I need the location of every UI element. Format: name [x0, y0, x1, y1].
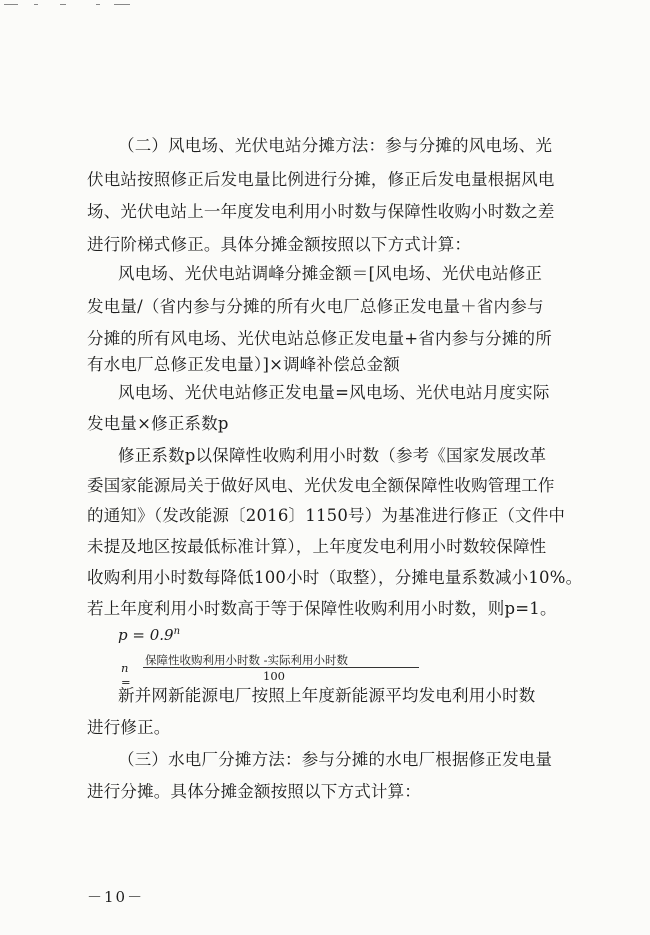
corrected-output-line-2: 发电量×修正系数p	[87, 414, 229, 433]
coefficient-line-3: 的通知》（发改能源〔2016〕1150号）为基准进行修正（文件中	[87, 506, 566, 525]
formula-p-base: p = 0.9	[118, 626, 174, 644]
formula-numerator: 保障性收购利用小时数 -实际利用小时数	[145, 653, 349, 667]
paragraph-2-line-1: （二）风电场、光伏电站分摊方法：参与分摊的风电场、光	[118, 136, 553, 155]
formula-p-exponent: n	[173, 626, 181, 637]
formula-n-label: n =	[121, 661, 131, 689]
paragraph-2-line-2: 伏电站按照修正后发电量比例进行分摊，修正后发电量根据风电	[87, 170, 555, 189]
scan-specks	[0, 0, 140, 10]
formula-text-line-1: 风电场、光伏电站调峰分摊金额＝[风电场、光伏电站修正	[118, 264, 543, 283]
paragraph-2-line-3: 场、光伏电站上一年度发电利用小时数与保障性收购小时数之差	[87, 202, 555, 221]
coefficient-line-4: 未提及地区按最低标准计算），上年度发电利用小时数较保障性	[87, 537, 547, 556]
coefficient-line-5: 收购利用小时数每降低100小时（取整），分摊电量系数减小10%。	[87, 568, 583, 587]
paragraph-3-line-1: （三）水电厂分摊方法：参与分摊的水电厂根据修正发电量	[118, 750, 553, 769]
paragraph-3-line-2: 进行分摊。具体分摊金额按照以下方式计算：	[87, 782, 421, 801]
coefficient-line-6: 若上年度利用小时数高于等于保障性收购利用小时数，则p=1。	[87, 599, 557, 618]
formula-text-line-4: 有水电厂总修正发电量）]×调峰补偿总金额	[87, 355, 401, 374]
coefficient-line-2: 委国家能源局关于做好风电、光伏发电全额保障性收购管理工作	[87, 476, 555, 495]
new-plant-line-2: 进行修正。	[87, 718, 171, 737]
fraction-bar	[143, 667, 419, 668]
coefficient-line-1: 修正系数p以保障性收购利用小时数（参考《国家发展改革	[118, 446, 547, 465]
formula-denominator: 100	[263, 669, 285, 683]
formula-text-line-3: 分摊的所有风电场、光伏电站总修正发电量+省内参与分摊的所	[87, 329, 552, 348]
new-plant-line-1: 新并网新能源电厂按照上年度新能源平均发电利用小时数	[118, 686, 536, 705]
formula-p	[118, 626, 180, 644]
page-number: －10－	[87, 888, 145, 906]
formula-text-line-2: 发电量/（省内参与分摊的所有火电厂总修正发电量＋省内参与	[87, 297, 544, 316]
paragraph-2-line-4: 进行阶梯式修正。具体分摊金额按照以下方式计算：	[87, 235, 472, 254]
corrected-output-line-1: 风电场、光伏电站修正发电量=风电场、光伏电站月度实际	[118, 383, 550, 402]
